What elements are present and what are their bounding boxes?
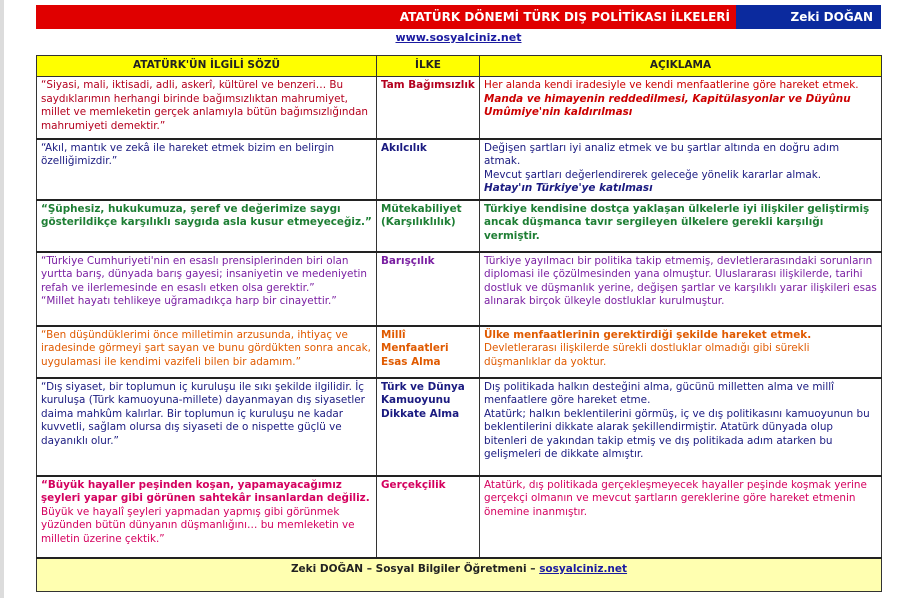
footer-text: Zeki DOĞAN – Sosyal Bilgiler Öğretmeni – <box>290 562 540 575</box>
table-header-row <box>37 56 882 77</box>
aciklama-cell <box>480 139 882 200</box>
soz-text: “Şüphesiz, hukukumuza, şeref ve değerimize saygı gösterildikçe karşılıklı saygıda asla kusur etmeyeceğiz.” <box>41 202 372 229</box>
aciklama-text: Her alanda kendi iradesiyle ve kendi menfaatlerine göre hareket etmek. <box>484 79 859 91</box>
ilke-cell <box>377 326 480 378</box>
aciklama-cell <box>480 326 882 378</box>
footer-cell <box>37 558 882 592</box>
aciklama-text: Türkiye yayılmacı bir politika takip etmemiş, devletlerarasındaki sorunların diplomasi ile çözülmesinden yana olmuştur. Uluslararası ilişkilerde, tarihi dostluk ve düşmanlık yerine, değişen şartlar ve karşılıklı yarar ilişkileri esas alınarak birçok ülkeyle dostluklar kurulmuştur. <box>484 254 877 308</box>
soz-cell <box>37 77 377 139</box>
aciklama-text: Türkiye kendisine dostça yaklaşan ülkelerle iyi ilişkiler geliştirmiş ancak düşmanca tavır sergileyen ülkelere gerekli karşılığı vermiştir. <box>484 202 870 242</box>
soz-text: “Dış siyaset, bir toplumun iç kuruluşu ile sıkı şekilde ilgilidir. İç kuruluşa (Türk kamuoyuna-millete) dayanmayan dış siyasetler daima mahkûm kalırlar. Bir toplumun iç kuruluşu ne kadar kuvvetli, sağlam olursa dış siyaseti de o nispette güçlü ve dayanıklı olur.” <box>41 380 365 447</box>
aciklama-text: Mevcut şartları değerlendirerek geleceğe yönelik kararlar almak. <box>484 168 822 181</box>
soz-cell <box>37 200 377 252</box>
soz-cell <box>37 476 377 558</box>
ilke-cell <box>377 476 480 558</box>
column-header-ilke: İLKE <box>377 56 480 77</box>
soz-text: “Akıl, mantık ve zekâ ile hareket etmek bizim en belirgin özelliğimizdir.” <box>41 141 335 168</box>
table-row <box>37 476 882 558</box>
ilke-name: Barışçılık <box>381 254 435 267</box>
aciklama-cell <box>480 378 882 476</box>
soz-cell <box>37 252 377 326</box>
ilke-name: Akılcılık <box>381 141 427 154</box>
footer-row <box>37 558 882 592</box>
principles-table <box>36 55 882 592</box>
table-row <box>37 200 882 252</box>
table-row <box>37 252 882 326</box>
soz-text: Büyük ve hayalî şeyleri yapmadan yapmış gibi görünmek yüzünden bütün dünyanın düşmanlığını… bu memleketin ve milletin üzerine çektik.” <box>41 505 355 545</box>
website-link[interactable]: www.sosyalciniz.net <box>395 31 522 44</box>
ilke-name: Millî Menfaatleri Esas Alma <box>381 328 449 368</box>
ilke-cell <box>377 378 480 476</box>
soz-cell <box>37 326 377 378</box>
left-edge-bar <box>0 0 4 598</box>
ilke-cell <box>377 252 480 326</box>
soz-text: “Millet hayatı tehlikeye uğramadıkça harp bir cinayettir.” <box>41 295 337 308</box>
ilke-cell <box>377 77 480 139</box>
aciklama-cell <box>480 252 882 326</box>
column-header-aciklama: AÇIKLAMA <box>480 56 882 77</box>
ilke-name: Tam Bağımsızlık <box>381 79 475 91</box>
soz-text: “Siyasi, mali, iktisadi, adli, askerî, kültürel ve benzeri… Bu saydıklarımın herhangi birinde bağımsızlıktan mahrumiyet, millet ve memleketin gerçek anlamıyla bütün bağımsızlığından mahrumiyeti demektir.” <box>41 79 369 132</box>
table-row <box>37 378 882 476</box>
aciklama-text: Atatürk; halkın beklentilerini görmüş, iç ve dış politikasını kamuoyunun bu beklentilerini dikkate alarak şekillendirmiştir. Atatürk dünyada olup bitenleri de yakından takip etmiş ve dış politikada adım atarken bu gelişmeleri de dikkate almıştır. <box>484 407 870 461</box>
aciklama-text: Ülke menfaatlerinin gerektirdiği şekilde hareket etmek. <box>484 328 812 341</box>
ilke-name: Mütekabiliyet (Karşılıklılık) <box>381 202 462 229</box>
page-title: ATATÜRK DÖNEMİ TÜRK DIŞ POLİTİKASI İLKELERİ <box>36 5 736 29</box>
ilke-name: Türk ve Dünya Kamuoyunu Dikkate Alma <box>381 380 465 420</box>
aciklama-cell <box>480 200 882 252</box>
aciklama-text: Atatürk, dış politikada gerçekleşmeyecek hayaller peşinde koşmak yerine gerçekçi olmanın ve mevcut şartların gereklerine göre hareket etmenin önemine inanmıştır. <box>484 478 867 518</box>
ilke-cell <box>377 200 480 252</box>
aciklama-cell <box>480 77 882 139</box>
author-name: Zeki DOĞAN <box>736 5 881 29</box>
soz-cell <box>37 378 377 476</box>
aciklama-example: Hatay'ın Türkiye'ye katılması <box>484 182 653 195</box>
table-row <box>37 77 882 139</box>
footer-link[interactable]: sosyalciniz.net <box>539 562 628 575</box>
ilke-cell <box>377 139 480 200</box>
ilke-name: Gerçekçilik <box>381 478 446 491</box>
table-row <box>37 326 882 378</box>
aciklama-text: Değişen şartları iyi analiz etmek ve bu şartlar altında en doğru adım atmak. <box>484 141 840 168</box>
table-row <box>37 139 882 200</box>
soz-text: “Türkiye Cumhuriyeti'nin en esaslı prensiplerinden biri olan yurtta barış, dünyada barış gayesi; insaniyetin ve medeniyetin refah ve ilerlemesinde en esaslı etken olsa gerektir.” <box>41 254 367 294</box>
soz-text: “Ben düşündüklerimi önce milletimin arzusunda, ihtiyaç ve iradesinde görmeyi şart sayan ve bunu gördükten sonra ancak, uygulamasi ile kendimi vazifeli bilen bir adamım.” <box>41 328 371 368</box>
aciklama-example: Manda ve himayenin reddedilmesi, Kapitülasyonlar ve Düyûnu Umûmiye'nin kaldırılması <box>484 92 851 119</box>
aciklama-cell <box>480 476 882 558</box>
soz-text: “Büyük hayaller peşinden koşan, yapamayacağımız şeyleri yapar gibi görünen sahtekâr insanlardan değiliz. <box>41 478 370 505</box>
aciklama-text: Devletlerarası ilişkilerde sürekli dostluklar olmadığı gibi sürekli düşmanlıklar da yoktur. <box>484 342 810 368</box>
aciklama-text: Dış politikada halkın desteğini alma, gücünü milletten alma ve millî menfaatlere göre hareket etme. <box>484 380 834 407</box>
document-header <box>36 5 881 29</box>
column-header-soz: ATATÜRK'ÜN İLGİLİ SÖZÜ <box>37 56 377 77</box>
soz-cell <box>37 139 377 200</box>
